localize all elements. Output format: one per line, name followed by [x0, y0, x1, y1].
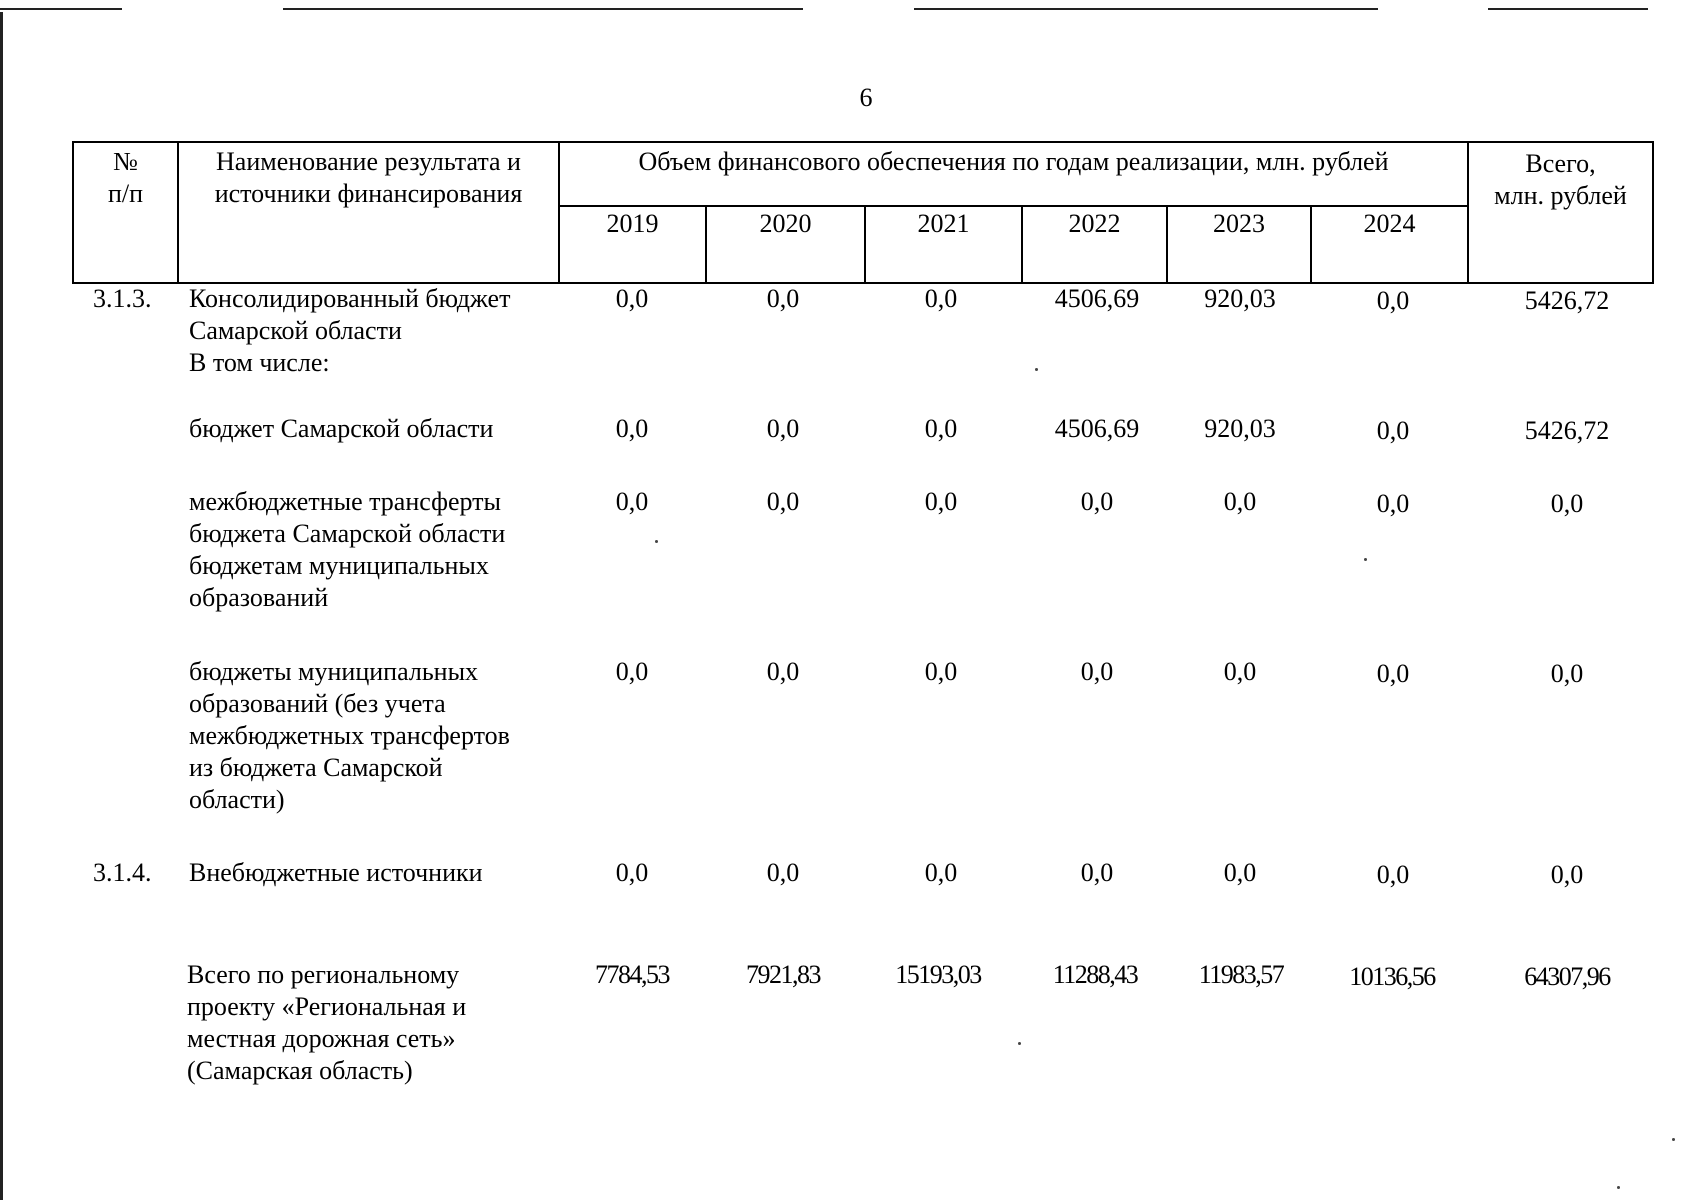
cell-total: 5426,72 — [1524, 286, 1610, 315]
cell-value: 11288,43 — [1052, 960, 1138, 989]
header-year: 2019 — [606, 209, 659, 238]
cell-value: 0,0 — [615, 284, 649, 313]
cell-value: 0,0 — [766, 657, 800, 686]
cell-value: 11983,57 — [1198, 960, 1284, 989]
cell-total: 0,0 — [1550, 860, 1584, 889]
cell-value: 0,0 — [1223, 487, 1257, 516]
cell-value: 0,0 — [766, 858, 800, 887]
header-year: 2023 — [1213, 209, 1265, 238]
cell-value: 920,03 — [1204, 414, 1276, 443]
cell-value: 7784,53 — [595, 960, 669, 989]
cell-value: 0,0 — [1376, 860, 1410, 889]
header-volume: Объем финансового обеспечения по годам реализации, млн. рублей — [638, 147, 1389, 176]
scan-speck — [1672, 1138, 1675, 1141]
row-name: бюджет Самарской области — [189, 414, 494, 443]
scan-border-top — [0, 8, 122, 10]
cell-value: 0,0 — [1376, 416, 1410, 445]
cell-value: 0,0 — [924, 284, 958, 313]
header-number: № п/п — [107, 147, 144, 208]
row-name: Внебюджетные источники — [189, 858, 483, 887]
header-total: Всего, млн. рублей — [1494, 149, 1627, 210]
cell-value: 0,0 — [924, 487, 958, 516]
scan-border-top — [914, 8, 1378, 10]
cell-value: 4506,69 — [1054, 284, 1140, 313]
cell-value: 920,03 — [1204, 284, 1276, 313]
scan-speck — [1018, 1042, 1021, 1045]
row-number: 3.1.3. — [93, 284, 152, 313]
cell-total: 64307,96 — [1524, 962, 1610, 991]
cell-value: 0,0 — [924, 414, 958, 443]
cell-value: 0,0 — [1223, 858, 1257, 887]
cell-total: 0,0 — [1550, 659, 1584, 688]
header-year: 2020 — [759, 209, 812, 238]
row-name: Всего по региональному проекту «Региональная и местная дорожная сеть» (Самарская область) — [187, 960, 467, 1085]
header-year: 2024 — [1363, 209, 1416, 238]
scan-border-top — [1488, 8, 1648, 10]
row-name: бюджеты муниципальных образований (без учета межбюджетных трансфертов из бюджета Самарской области) — [189, 657, 510, 814]
cell-value: 7921,83 — [746, 960, 820, 989]
header-year: 2022 — [1068, 209, 1121, 238]
cell-value: 0,0 — [1376, 489, 1410, 518]
cell-value: 0,0 — [1080, 657, 1114, 686]
scan-speck — [1617, 1186, 1620, 1189]
header-year: 2021 — [917, 209, 970, 238]
row-name: межбюджетные трансферты бюджета Самарской области бюджетам муниципальных образований — [189, 487, 506, 612]
cell-total: 5426,72 — [1524, 416, 1610, 445]
cell-value: 0,0 — [615, 657, 649, 686]
scan-speck — [655, 540, 658, 543]
cell-value: 0,0 — [924, 858, 958, 887]
cell-value: 0,0 — [1080, 858, 1114, 887]
cell-value: 15193,03 — [895, 960, 981, 989]
cell-value: 0,0 — [1080, 487, 1114, 516]
page-number: 6 — [859, 83, 873, 112]
cell-total: 0,0 — [1550, 489, 1584, 518]
scan-speck — [1364, 558, 1367, 561]
cell-value: 0,0 — [615, 487, 649, 516]
cell-value: 0,0 — [1376, 659, 1410, 688]
scan-border-top — [283, 8, 803, 10]
row-number: 3.1.4. — [93, 858, 152, 887]
cell-value: 0,0 — [615, 858, 649, 887]
cell-value: 0,0 — [1376, 286, 1410, 315]
row-name: Консолидированный бюджет Самарской области В том числе: — [189, 284, 511, 377]
scan-border-left — [0, 12, 3, 1200]
cell-value: 10136,56 — [1349, 962, 1435, 991]
cell-value: 0,0 — [766, 284, 800, 313]
header-name: Наименование результата и источники финансирования — [214, 147, 523, 208]
scan-speck — [1035, 368, 1038, 371]
cell-value: 0,0 — [766, 487, 800, 516]
cell-value: 0,0 — [766, 414, 800, 443]
cell-value: 0,0 — [924, 657, 958, 686]
cell-value: 0,0 — [1223, 657, 1257, 686]
cell-value: 4506,69 — [1054, 414, 1140, 443]
cell-value: 0,0 — [615, 414, 649, 443]
